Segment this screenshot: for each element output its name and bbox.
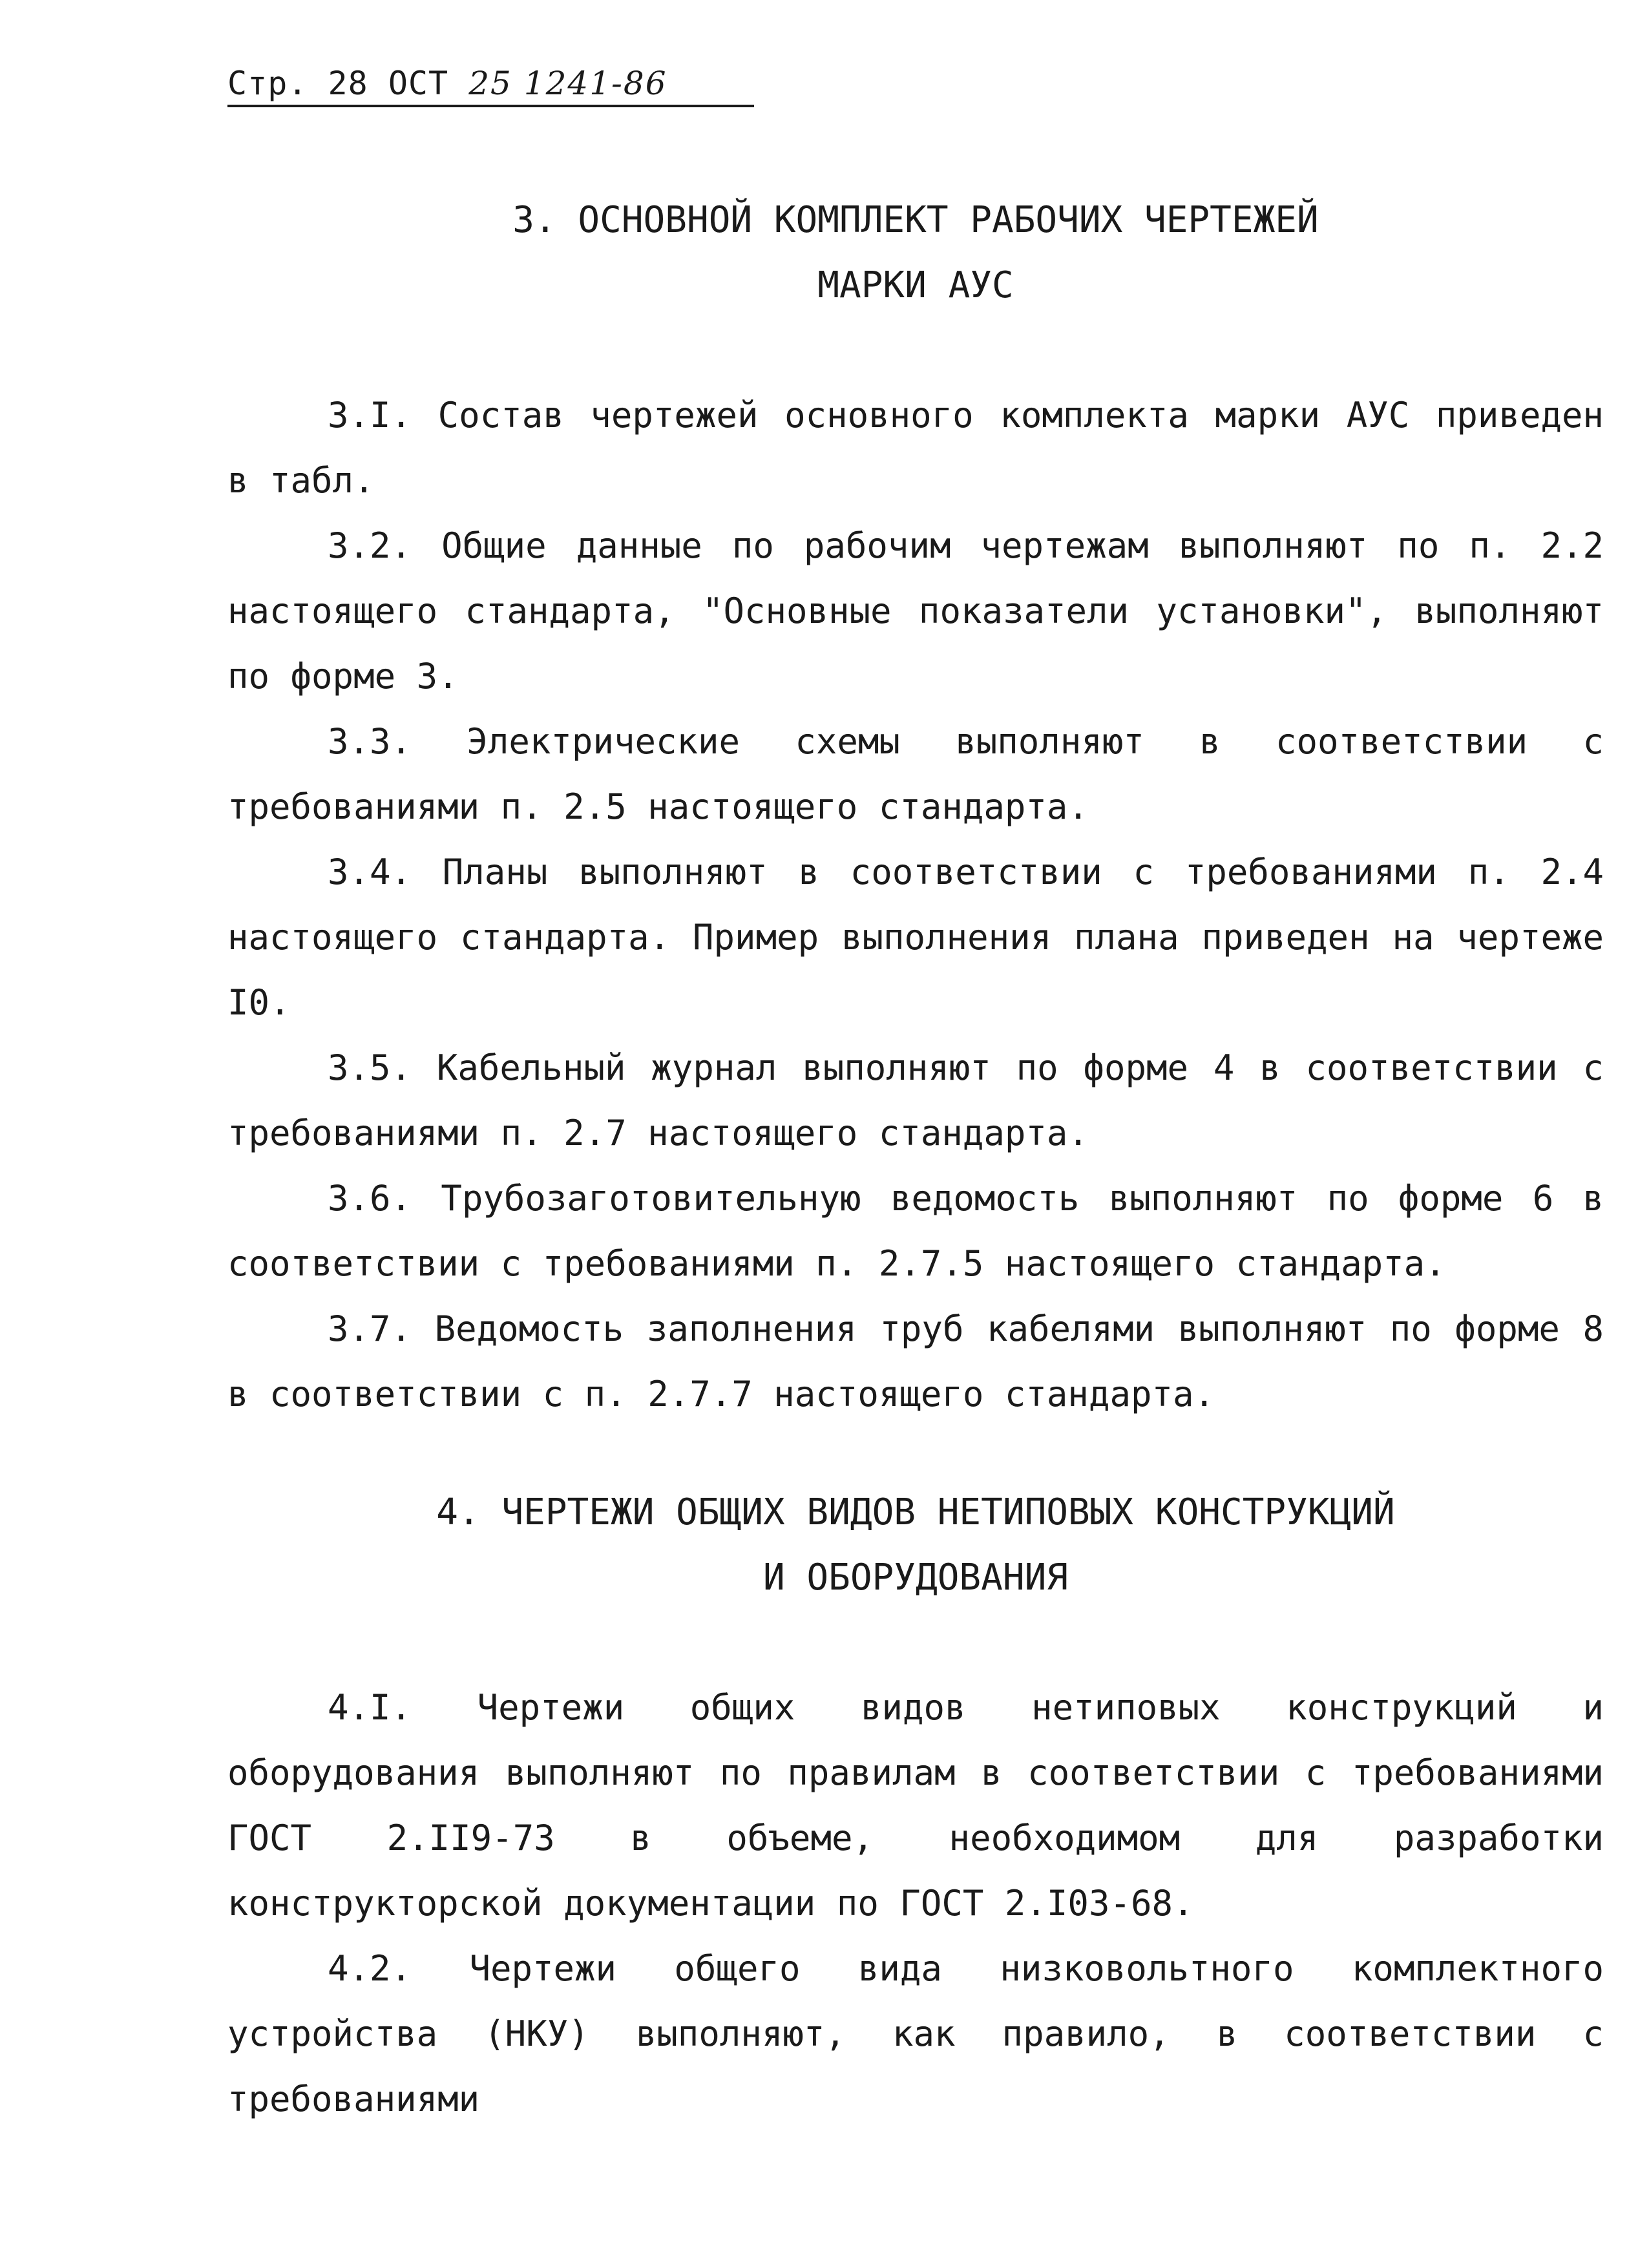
header-underline: [227, 105, 754, 107]
section-4-title-line-1: 4. ЧЕРТЕЖИ ОБЩИХ ВИДОВ НЕТИПОВЫХ КОНСТРУКЦИЙ: [436, 1491, 1395, 1533]
paragraph-3-1: 3.I. Состав чертежей основного комплекта марки АУС приведен в табл.: [227, 395, 1604, 501]
paragraph-4-2: 4.2. Чертежи общего вида низковольтного комплектного устройства (НКУ) выполняют, как правило, в соответствии с требованиями: [227, 1948, 1604, 2119]
paragraph-3-3: 3.3. Электрические схемы выполняют в соответствии с требованиями п. 2.5 настоящего стандарта.: [227, 721, 1604, 827]
section-4-heading: [227, 1480, 1604, 1610]
section-3-body: [227, 383, 1604, 1427]
document-number: 25 1241-86: [468, 65, 667, 102]
paragraph-3-4: 3.4. Планы выполняют в соответствии с требованиями п. 2.4 настоящего стандарта. Пример выполнения плана приведен на чертеже I0.: [227, 852, 1604, 1023]
paragraph-3-5: 3.5. Кабельный журнал выполняют по форме 4 в соответствии с требованиями п. 2.7 настоящего стандарта.: [227, 1047, 1604, 1153]
section-3-heading: [227, 187, 1604, 318]
section-3-title-line-2: МАРКИ АУС: [817, 264, 1014, 306]
page-header: [227, 65, 667, 102]
section-4-title-line-2: И ОБОРУДОВАНИЯ: [762, 1557, 1068, 1599]
paragraph-3-6: 3.6. Трубозаготовительную ведомость выполняют по форме 6 в соответствии с требованиями п. 2.7.5 настоящего стандарта.: [227, 1178, 1604, 1284]
page-header-prefix: Стр. 28 ОСТ: [227, 65, 449, 102]
paragraph-3-7: 3.7. Ведомость заполнения труб кабелями выполняют по форме 8 в соответствии с п. 2.7.7 настоящего стандарта.: [227, 1308, 1604, 1414]
section-4-body: [227, 1675, 1604, 2132]
section-3-title-line-1: 3. ОСНОВНОЙ КОМПЛЕКТ РАБОЧИХ ЧЕРТЕЖЕЙ: [512, 199, 1319, 241]
paragraph-3-2: 3.2. Общие данные по рабочим чертежам выполняют по п. 2.2 настоящего стандарта, "Основные показатели установки", выполняют по форме 3.: [227, 525, 1604, 697]
paragraph-4-1: 4.I. Чертежи общих видов нетиповых конструкций и оборудования выполняют по правилам в соответствии с требованиями ГОСТ 2.II9-73 в объеме, необходимом для разработки конструкторской документации по ГОСТ 2.I03-68.: [227, 1687, 1604, 1924]
